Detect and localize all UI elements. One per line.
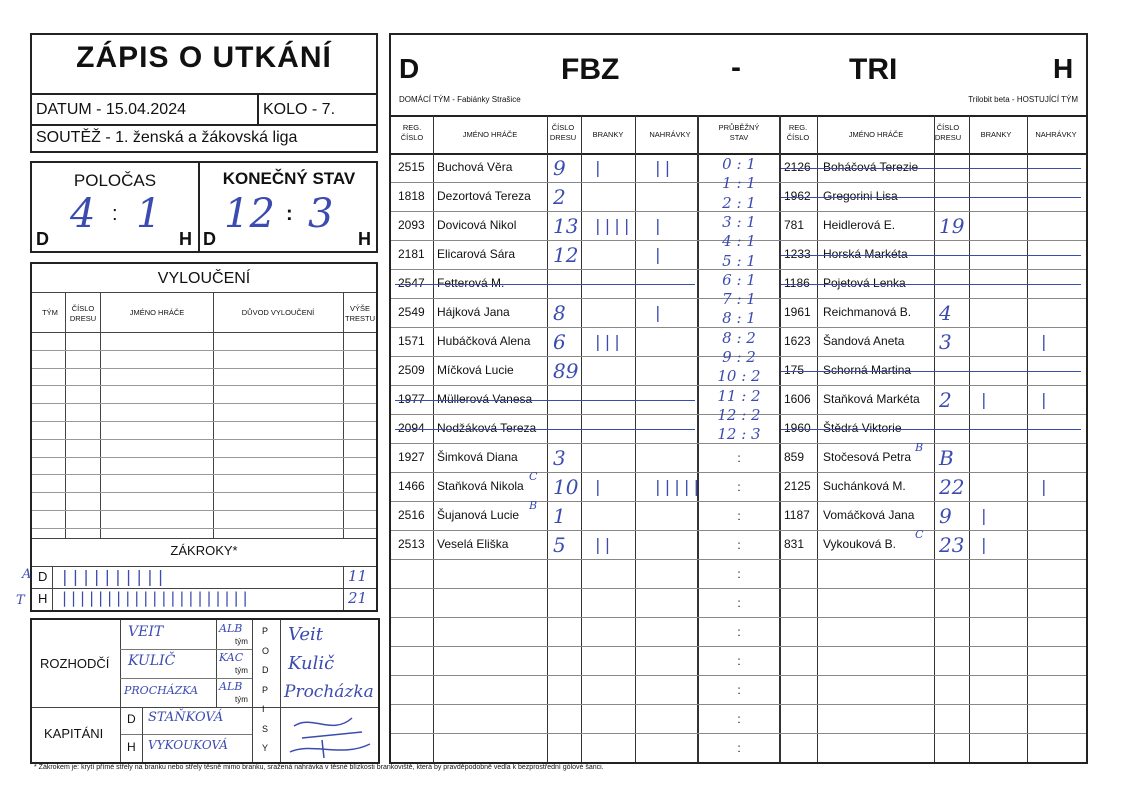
away-player-reg: 1233 [784, 247, 811, 261]
saves-d-label: D [38, 569, 48, 584]
pen-col-amount: VÝŠE TRESTU [345, 304, 375, 323]
home-player-reg: 2093 [398, 218, 425, 232]
home-player-assists: | [653, 216, 663, 235]
halftime-label: POLOČAS [73, 171, 157, 190]
away-player-assists: | [1039, 477, 1049, 496]
sign-letter: P [262, 626, 269, 636]
running-score-col: PRŮBĚŽNÝ STAV [718, 123, 760, 142]
home-d-label: D [399, 53, 420, 84]
row-divider [391, 472, 1086, 473]
home-player-number: 9 [553, 156, 566, 180]
page-title: ZÁPIS O UTKÁNÍ [76, 41, 332, 74]
saves-home-tally: |||||||||| [60, 567, 167, 586]
saves-home-total: 11 [348, 567, 368, 585]
pen-col-number: ČÍSLO DRESU [69, 304, 97, 323]
away-player-number: 22 [939, 475, 965, 499]
referees-label: ROZHODČÍ [40, 656, 110, 671]
away-player-assists: | [1039, 390, 1049, 409]
home-player-name: Šimková Diana [437, 450, 518, 464]
home-player-number: 10 [553, 475, 579, 499]
home-player-number: 2 [553, 185, 566, 209]
home-team-label: DOMÁCÍ TÝM - Fabiánky Strašice [399, 95, 521, 104]
away-col-goals: BRANKY [980, 130, 1012, 139]
column-divider [581, 115, 582, 762]
away-player-name: Gregorini Lisa [823, 189, 898, 203]
away-player-reg: 1960 [784, 421, 811, 435]
home-player-reg: 1927 [398, 450, 425, 464]
away-player-reg: 2125 [784, 479, 811, 493]
running-score-empty: : [737, 625, 741, 639]
home-player-goals: ||| [593, 332, 622, 351]
column-divider [779, 115, 781, 762]
away-player-name: Stočesová Petra [823, 450, 912, 464]
running-score-empty: : [737, 451, 741, 465]
away-player-number: B [939, 446, 954, 470]
home-player-assists: ||||| [653, 477, 702, 496]
running-score: 11 : 2 [717, 386, 761, 405]
penalty-row-line [32, 474, 376, 475]
away-player-name: Boháčová Terezie [823, 160, 919, 174]
home-player-reg: 2547 [398, 276, 425, 290]
referee-2-team-word: tým [235, 666, 248, 675]
row-divider [391, 559, 1086, 560]
home-player-name: Dovicová Nikol [437, 218, 517, 232]
home-player-name: Staňková Nikola [437, 479, 524, 493]
away-player-reg: 781 [784, 218, 805, 232]
home-player-goals: || [593, 535, 613, 554]
referee-1-signature: Veit [288, 624, 323, 645]
sign-letter: Y [262, 743, 269, 753]
home-player-name: Dezortová Tereza [437, 189, 531, 203]
home-col-name: JMÉNO HRÁČE [462, 130, 518, 139]
final-away-score: 3 [308, 191, 334, 237]
column-divider [433, 115, 434, 762]
halftime-home-score: 4 [70, 191, 96, 237]
halftime-colon: : [112, 203, 118, 225]
away-player-reg: 1962 [784, 189, 811, 203]
sign-letter: O [262, 645, 270, 656]
pen-col-reason: DŮVOD VYLOUČENÍ [241, 308, 315, 317]
home-col-goals: BRANKY [592, 130, 624, 139]
home-player-number: 89 [553, 359, 579, 383]
away-struck-line [781, 429, 1081, 430]
captain-h-name: VYKOUKOVÁ [148, 738, 228, 752]
running-score-empty: : [737, 567, 741, 581]
penalty-row-line [32, 457, 376, 458]
away-player-name: Vykouková B. [823, 537, 896, 551]
home-player-reg: 2515 [398, 160, 425, 174]
referee-3-name: PROCHÁZKA [124, 684, 199, 697]
away-player-goals: | [979, 535, 989, 554]
away-team-abbr: TRI [849, 53, 898, 86]
away-player-name: Pojetová Lenka [823, 276, 906, 290]
captain-d-label: D [127, 712, 136, 726]
running-score: 12 : 2 [717, 405, 761, 424]
home-player-reg: 2549 [398, 305, 425, 319]
penalty-row-line [32, 385, 376, 386]
away-player-mark: C [915, 528, 924, 541]
saves-title: ZÁKROKY* [170, 543, 238, 558]
saves-mark-t: T [16, 593, 25, 608]
score-box [30, 161, 378, 253]
home-player-reg: 1977 [398, 392, 425, 406]
referee-1-name: VEIT [128, 624, 164, 640]
running-score: 9 : 2 [722, 348, 756, 366]
home-player-assists: || [653, 158, 673, 177]
column-divider [697, 115, 699, 762]
away-player-reg: 2126 [784, 160, 811, 174]
captain-signatures [282, 708, 378, 762]
running-score-empty: : [737, 480, 741, 494]
running-score: 2 : 1 [722, 193, 756, 212]
home-player-number: 13 [553, 214, 579, 238]
running-score: 8 : 1 [722, 309, 756, 328]
away-player-number: 2 [939, 388, 952, 412]
running-score: 1 : 1 [722, 174, 756, 193]
away-col-assists: NAHRÁVKY [1035, 130, 1077, 139]
home-player-reg: 1571 [398, 334, 425, 348]
home-col-number: ČÍSLO DRESU [549, 123, 577, 142]
away-player-name: Schorná Martina [823, 363, 912, 377]
running-score: 10 : 2 [717, 367, 761, 386]
away-player-number: 4 [939, 301, 952, 325]
running-score-empty: : [737, 509, 741, 523]
away-player-name: Šandová Aneta [823, 334, 905, 348]
saves-h-label: H [38, 591, 48, 606]
match-round: KOLO - 7. [263, 101, 336, 118]
home-player-mark: B [529, 499, 538, 512]
home-player-name: Elicarová Sára [437, 247, 516, 261]
away-player-goals: | [979, 506, 989, 525]
away-col-reg: REG. ČÍSLO [786, 123, 810, 142]
away-player-reg: 859 [784, 450, 805, 464]
halftime-h-label: H [179, 229, 192, 249]
away-col-name: JMÉNO HRÁČE [848, 130, 904, 139]
final-colon: : [286, 203, 293, 225]
saves-away-total: 21 [348, 589, 368, 607]
pen-col-team: TÝM [42, 308, 58, 317]
sign-letter: D [262, 665, 269, 675]
column-divider [1027, 115, 1028, 762]
penalty-row-line [32, 439, 376, 440]
row-divider [391, 704, 1086, 705]
penalty-row-line [32, 528, 376, 529]
home-player-goals: | [593, 158, 603, 177]
running-score-empty: : [737, 596, 741, 610]
away-player-mark: B [915, 441, 924, 454]
away-player-reg: 175 [784, 363, 805, 377]
referee-2-name: KULIČ [128, 653, 176, 669]
running-score-empty: : [737, 683, 741, 697]
running-score: 4 : 1 [722, 232, 756, 251]
column-divider [969, 115, 970, 762]
title-block [30, 33, 378, 153]
home-team-abbr: FBZ [561, 53, 620, 86]
away-player-name: Vomáčková Jana [823, 508, 915, 522]
home-player-name: Fetterová M. [437, 276, 505, 290]
referee-3-team: ALB [219, 680, 243, 693]
away-player-number: 3 [939, 330, 952, 354]
home-player-name: Müllerová Vanesa [437, 392, 533, 406]
running-score: 6 : 1 [722, 270, 756, 289]
home-player-number: 12 [553, 243, 579, 267]
away-player-reg: 1186 [784, 276, 810, 290]
home-player-reg: 2516 [398, 508, 425, 522]
home-player-goals: | [593, 477, 603, 496]
away-col-number: ČÍSLO DRESU [934, 123, 962, 142]
away-player-number: 23 [939, 533, 965, 557]
away-player-reg: 1606 [784, 392, 811, 406]
home-player-reg: 2181 [398, 247, 425, 261]
row-divider [391, 617, 1086, 618]
home-player-number: 5 [553, 533, 566, 557]
final-h-label: H [358, 229, 371, 249]
penalty-row-line [32, 350, 376, 351]
home-struck-line [395, 400, 695, 401]
away-struck-line [781, 371, 1081, 372]
competition: SOUTĚŽ - 1. ženská a žákovská liga [36, 129, 298, 146]
away-struck-line [781, 255, 1081, 256]
away-player-reg: 1961 [784, 305, 811, 319]
running-score-empty: : [737, 538, 741, 552]
running-score-empty: : [737, 712, 741, 726]
referee-1-team-word: tým [235, 637, 248, 646]
row-divider [391, 501, 1086, 502]
running-score: 7 : 1 [722, 290, 756, 309]
home-player-number: 8 [553, 301, 566, 325]
away-player-assists: | [1039, 332, 1049, 351]
home-player-reg: 1466 [398, 479, 425, 493]
home-struck-line [395, 284, 695, 285]
running-score-empty: : [737, 654, 741, 668]
captains-label: KAPITÁNI [44, 726, 104, 741]
pen-col-name: JMÉNO HRÁČE [129, 308, 185, 317]
away-player-number: 19 [939, 214, 965, 238]
away-player-name: Horská Markéta [823, 247, 908, 261]
referee-3-signature: Procházka [284, 682, 374, 702]
captain-d-name: STAŇKOVÁ [148, 710, 224, 725]
referee-1-team: ALB [219, 622, 243, 635]
sign-letter: P [262, 684, 269, 695]
officials-box [30, 618, 380, 764]
home-player-goals: |||| [593, 216, 632, 235]
sign-letter: S [262, 723, 269, 734]
away-player-name: Suchánková M. [823, 479, 906, 493]
running-score: 3 : 1 [722, 212, 756, 231]
away-h-label: H [1053, 53, 1074, 84]
home-player-assists: | [653, 303, 663, 322]
referee-2-team: KAC [219, 651, 244, 664]
match-table [389, 33, 1088, 764]
referee-2-signature: Kulič [288, 653, 335, 674]
home-player-reg: 2513 [398, 537, 425, 551]
penalty-row-line [32, 421, 376, 422]
column-divider [635, 115, 636, 762]
penalty-row-line [32, 510, 376, 511]
running-score: 5 : 1 [722, 251, 756, 270]
column-divider [934, 115, 935, 762]
away-player-reg: 831 [784, 537, 805, 551]
home-player-name: Šujanová Lucie [437, 508, 520, 522]
penalty-row-line [32, 492, 376, 493]
home-player-name: Hájková Jana [437, 305, 510, 319]
home-player-reg: 2094 [398, 421, 425, 435]
match-date: DATUM - 15.04.2024 [36, 101, 186, 118]
away-player-reg: 1623 [784, 334, 811, 348]
row-divider [391, 675, 1086, 676]
row-divider [391, 733, 1086, 734]
penalties-title: VYLOUČENÍ [157, 270, 251, 287]
running-score-empty: : [737, 741, 741, 755]
away-struck-line [781, 197, 1081, 198]
final-d-label: D [203, 229, 216, 249]
home-player-name: Míčková Lucie [437, 363, 514, 377]
away-team-label: Trilobit beta - HOSTUJÍCÍ TÝM [968, 95, 1078, 104]
away-struck-line [781, 284, 1081, 285]
home-player-number: 1 [553, 504, 566, 528]
away-player-reg: 1187 [784, 508, 810, 522]
away-player-name: Heidlerová E. [823, 218, 896, 232]
away-player-goals: | [979, 390, 989, 409]
penalties-box [30, 262, 378, 612]
running-score: 12 : 3 [717, 425, 761, 444]
away-struck-line [781, 168, 1081, 169]
row-divider [391, 588, 1086, 589]
home-player-assists: | [653, 245, 663, 264]
home-col-assists: NAHRÁVKY [649, 130, 691, 139]
saves-away-tally: ||||||||||||||||||||| [60, 589, 250, 607]
team-dash: - [731, 51, 741, 84]
captain-h-label: H [127, 740, 136, 754]
final-home-score: 12 [224, 191, 275, 237]
saves-mark-a: A [22, 567, 32, 582]
home-player-mark: C [529, 470, 538, 483]
halftime-away-score: 1 [136, 191, 162, 237]
away-player-name: Štědrá Viktorie [823, 421, 902, 435]
home-player-name: Hubáčková Alena [437, 334, 531, 348]
home-player-number: 3 [553, 446, 566, 470]
home-struck-line [395, 429, 695, 430]
referee-3-team-word: tým [235, 695, 248, 704]
away-player-name: Staňková Markéta [823, 392, 920, 406]
home-player-number: 6 [553, 330, 566, 354]
away-player-number: 9 [939, 504, 952, 528]
halftime-d-label: D [36, 229, 49, 249]
running-score: 8 : 2 [722, 328, 756, 347]
home-player-name: Nodžáková Tereza [437, 421, 537, 435]
row-divider [391, 530, 1086, 531]
away-player-name: Reichmanová B. [823, 305, 912, 319]
home-player-name: Veselá Eliška [437, 537, 509, 551]
penalty-row-line [32, 368, 376, 369]
running-score: 0 : 1 [722, 155, 756, 173]
column-divider [547, 115, 548, 762]
column-divider [817, 115, 818, 762]
penalty-row-line [32, 403, 376, 404]
home-col-reg: REG. ČÍSLO [400, 123, 424, 142]
final-score-label: KONEČNÝ STAV [222, 169, 356, 188]
home-player-reg: 1818 [398, 189, 425, 203]
sign-letter: I [262, 704, 265, 714]
home-player-name: Buchová Věra [437, 160, 513, 174]
row-divider [391, 646, 1086, 647]
footnote: * Zákrokem je: krytí přímé střely na branku nebo střely těsně mimo branku, sražená nahrávka v těsné blízkosti brankoviště, která by pravděpodobně vedla k bezprostřední gólové šanci. [34, 764, 604, 771]
home-player-reg: 2509 [398, 363, 425, 377]
